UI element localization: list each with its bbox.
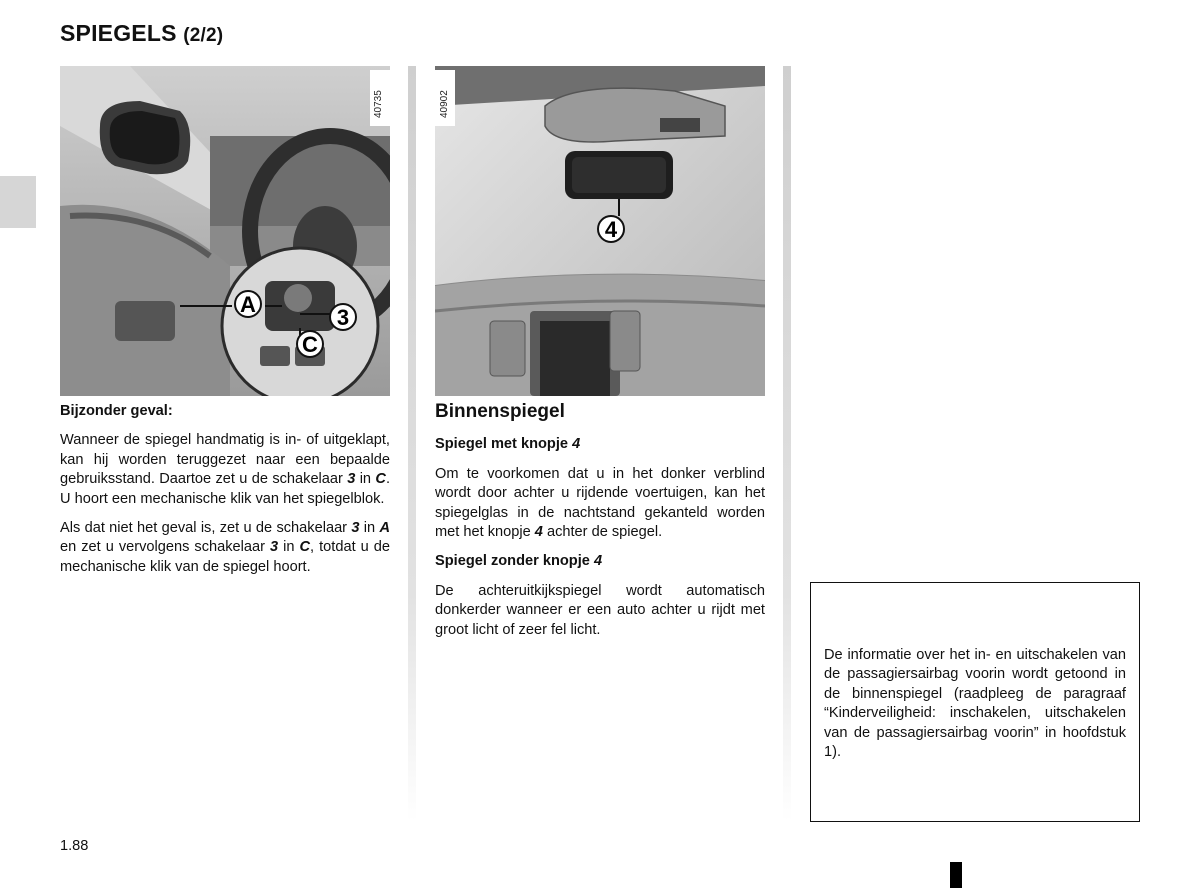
figure-code: 40735 bbox=[373, 90, 384, 118]
page-title-suffix: (2/2) bbox=[183, 25, 224, 46]
callout-a-label: A bbox=[240, 292, 256, 317]
page-title-text: SPIEGELS bbox=[60, 20, 177, 46]
edge-marker bbox=[950, 862, 962, 888]
callout-3 bbox=[330, 304, 356, 330]
interior-mirror-illustration bbox=[435, 66, 765, 396]
text-run: . U hoort een mechanische klik van het spiegelblok. bbox=[60, 471, 390, 507]
callout-c bbox=[297, 331, 323, 357]
ref-switch-3: 3 bbox=[347, 471, 356, 488]
ref-position-a: A bbox=[379, 520, 391, 537]
left-column bbox=[60, 402, 390, 587]
callout-4-label: 4 bbox=[604, 217, 618, 242]
text-run: in bbox=[355, 471, 376, 488]
callout-a bbox=[235, 291, 261, 317]
ref-position-c: C bbox=[299, 539, 311, 556]
callout-c-label: C bbox=[302, 332, 318, 357]
ref-button-4: 4 bbox=[593, 553, 603, 570]
text-run: en zet u vervolgens schakelaar bbox=[60, 539, 270, 556]
text-run: , totdat u de mechanische klik van de spiegel hoort. bbox=[60, 539, 390, 575]
subheading-with-button bbox=[435, 435, 765, 454]
figure-mirror-switch bbox=[60, 66, 390, 396]
paragraph-manual-fold bbox=[60, 431, 390, 509]
mirror-switch-illustration bbox=[60, 66, 390, 396]
callout-3-label: 3 bbox=[336, 305, 350, 330]
chapter-tab bbox=[0, 176, 36, 228]
figure-interior-mirror bbox=[435, 66, 765, 396]
ref-button-4: 4 bbox=[572, 436, 581, 453]
paragraph-auto-dimming: De achteruitkijkspiegel wordt automatisch donkerder wanneer er een auto achter u rijdt met groot licht of zeer fel licht. bbox=[435, 582, 765, 638]
airbag-info-text: De informatie over het in- en uitschakelen van de passagiersairbag voorin wordt getoond in de binnenspiegel (raadpleeg de paragraaf “Kinderveiligheid: inschakelen, uitschakelen van de passagiersairbag voorin” in hoofdstuk 1). bbox=[824, 647, 1126, 761]
page-title bbox=[60, 20, 223, 47]
airbag-info-box bbox=[810, 582, 1140, 822]
paragraph-night-position bbox=[435, 465, 765, 543]
ref-switch-3: 3 bbox=[270, 539, 279, 556]
text-run: achter de spiegel. bbox=[542, 524, 663, 541]
column-divider-left bbox=[408, 66, 416, 821]
paragraph-no-click bbox=[60, 519, 390, 577]
subheading-without-button bbox=[435, 552, 765, 571]
text-run: Om te voorkomen dat u in het donker verblind wordt door achter u rijdende voertuigen, kan het spiegelglas in de nachtstand gekanteld worden met het knopje bbox=[435, 465, 765, 541]
text-run: in bbox=[359, 520, 380, 537]
ref-switch-3: 3 bbox=[351, 520, 360, 537]
figure-code-right: 40902 bbox=[439, 90, 450, 118]
callout-4 bbox=[598, 216, 624, 242]
text-run: Spiegel met knopje bbox=[435, 436, 573, 453]
ref-button-4: 4 bbox=[534, 524, 543, 541]
text-run: Wanneer de spiegel handmatig is in- of uitgeklapt, kan hij worden teruggezet naar een bepaalde gebruiksstand. Daartoe zet u de schakelaar bbox=[60, 432, 390, 488]
text-run: Spiegel zonder knopje bbox=[435, 553, 594, 570]
ref-position-c: C bbox=[375, 471, 386, 488]
special-case-heading: Bijzonder geval: bbox=[60, 403, 173, 419]
text-run: in bbox=[278, 539, 300, 556]
page-number: 1.88 bbox=[60, 838, 89, 854]
section-heading: Binnenspiegel bbox=[435, 401, 565, 422]
middle-column bbox=[435, 402, 765, 650]
text-run: Als dat niet het geval is, zet u de schakelaar bbox=[60, 520, 352, 537]
column-divider-right bbox=[783, 66, 791, 821]
